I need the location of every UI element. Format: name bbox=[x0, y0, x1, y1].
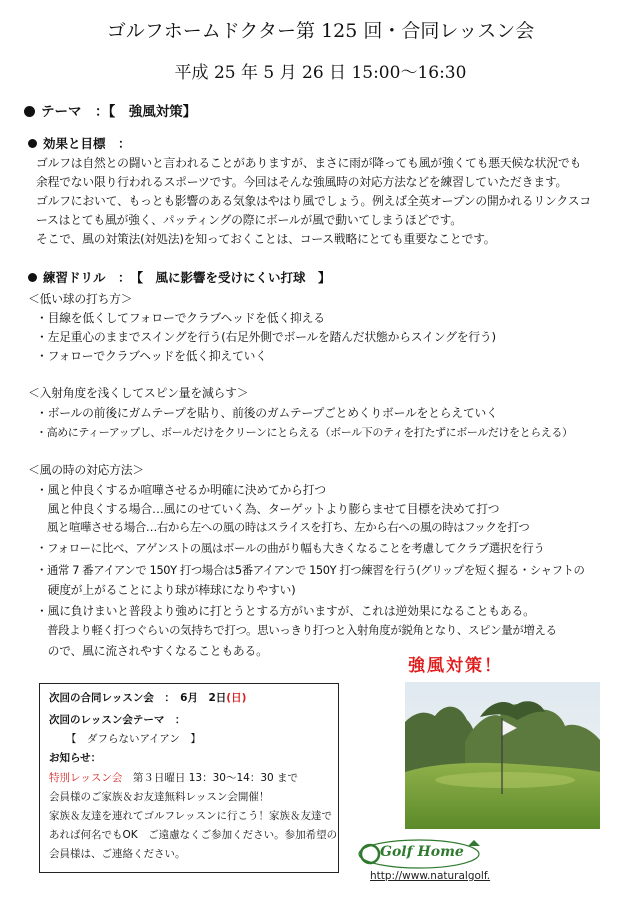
effect-line: 余程でない限り行われるスポーツです。今回はそんな強風時の対応方法などを練習していただきます。 bbox=[36, 175, 568, 189]
next-theme-label: 次回のレッスン会テーマ ： bbox=[49, 714, 186, 726]
effect-line: ゴルフは自然との闘いと言われることがありますが、まさに雨が降っても風が強くても悪天候な状況でも bbox=[36, 156, 582, 170]
drill-section-title: ＜入射角度を浅くしてスピン量を減らす＞ bbox=[28, 386, 249, 400]
drill-line: ・風に負けまいと普段より強めに打とうとする方がいますが、これは逆効果になることもある。 bbox=[36, 604, 535, 618]
logo-text: Golf Home bbox=[380, 844, 464, 860]
notice-line: 会員様は、ご連絡ください。 bbox=[49, 848, 186, 860]
drill-line: ・目線を低くしてフォローでクラブヘッドを低く抑える bbox=[36, 311, 325, 325]
effect-heading bbox=[28, 134, 131, 152]
drill-line: ・左足重心のままでスイングを行う(右足外側でボールを踏んだ状態からスイングを行う) bbox=[36, 330, 496, 344]
drill-line: ・風と仲良くするか喧嘩させるか明確に決めてから打つ bbox=[36, 483, 326, 497]
effect-heading-text: 効果と目標 ： bbox=[43, 136, 131, 151]
special-lesson-row bbox=[49, 770, 298, 785]
drill-line: ・フォローでクラブヘッドを低く抑えていく bbox=[36, 349, 267, 363]
next-lesson-info-box bbox=[39, 683, 339, 873]
theme-label: テーマ ：【 強風対策】 bbox=[41, 104, 197, 120]
drill-line: 硬度が上がることにより球が棒球になりやすい) bbox=[36, 583, 296, 597]
bullet-icon bbox=[28, 139, 37, 148]
website-link[interactable]: http://www.naturalgolf. bbox=[370, 870, 491, 882]
bullet-icon bbox=[24, 106, 35, 117]
next-lesson-label: 次回の合同レッスン会 ： 6月 2日 bbox=[49, 692, 227, 704]
bullet-icon bbox=[28, 273, 37, 282]
drill-heading-text: 練習ドリル ： 【 風に影響を受けにくい打球 】 bbox=[43, 270, 331, 285]
drill-line: ・ボールの前後にガムテープを貼り、前後のガムテープごとめくりボールをとらえていく bbox=[36, 406, 498, 420]
photo-caption: 強風対策！ bbox=[408, 656, 503, 676]
next-lesson-row bbox=[49, 690, 246, 705]
drill-line: ・高めにティーアップし、ボールだけをクリーンにとらえる（ボール下のティを打たずにボールだけをとらえる） bbox=[36, 426, 573, 439]
effect-line: そこで、風の対策法(対処法)を知っておくことは、コース戦略にとても重要なことです。 bbox=[36, 232, 496, 246]
golf-home-logo bbox=[356, 832, 482, 872]
notice-label: お知らせ： bbox=[49, 752, 102, 764]
drill-line: 風と喧嘩させる場合…右から左への風の時はスライスを打ち、左から右への風の時はフックを打つ bbox=[36, 520, 530, 534]
theme-heading bbox=[24, 100, 196, 120]
event-date: 平成 25 年 5 月 26 日 15:00〜16:30 bbox=[174, 63, 467, 83]
drill-line: 風と仲良くする場合…風にのせていく為、ターゲットより膨らませて目標を決めて打つ bbox=[36, 502, 500, 516]
next-lesson-day: (日) bbox=[226, 692, 247, 704]
golf-course-photo bbox=[405, 682, 600, 829]
drill-section-title: ＜風の時の対応方法＞ bbox=[28, 463, 144, 477]
notice-line: 会員様のご家族＆お友達無料レッスン会開催！ bbox=[49, 791, 270, 803]
effect-line: ゴルフにおいて、もっとも影響のある気象はやはり風でしょう。例えば全英オープンの開かれるリンクスコ bbox=[36, 194, 592, 208]
page-title: ゴルフホームドクター第 125 回・合同レッスン会 bbox=[106, 20, 535, 42]
special-lesson-label: 特別レッスン会 bbox=[49, 772, 123, 784]
effect-line: ースはとても風が強く、パッティングの際にボールが風で動いてしまうほどです。 bbox=[36, 213, 462, 227]
drill-line: ので、風に流されやすくなることもある。 bbox=[36, 644, 268, 658]
drill-line: ・フォローに比べ、アゲンストの風はボールの曲がり幅も大きくなることを考慮してクラブ選択を行う bbox=[36, 541, 545, 555]
notice-line: あれば何名でもOK ご遠慮なくご参加ください。参加希望の bbox=[49, 829, 338, 841]
drill-section-title: ＜低い球の打ち方＞ bbox=[28, 292, 133, 306]
special-lesson-text: 第３日曜日 13：30〜14：30 まで bbox=[122, 772, 299, 784]
next-theme-value: 【 ダフらないアイアン 】 bbox=[66, 733, 201, 745]
notice-line: 家族＆友達を連れてゴルフレッスンに行こう！家族＆友達で bbox=[49, 810, 332, 822]
drill-heading bbox=[28, 268, 331, 286]
drill-line: ・通常 7 番アイアンで 150Y 打つ場合は5番アイアンで 150Y 打つ練習を行う(グリップを短く握る・シャフトの bbox=[36, 563, 585, 577]
drill-line: 普段より軽く打つぐらいの気持ちで打つ。思いっきり打つと入射角度が鋭角となり、スピン量が増える bbox=[36, 623, 557, 637]
